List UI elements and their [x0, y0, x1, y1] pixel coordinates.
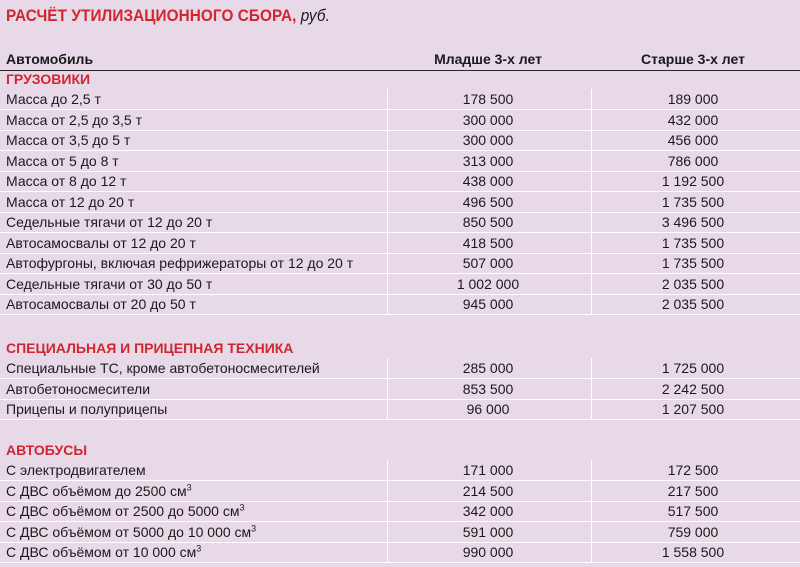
- row-unit-superscript: 3: [196, 543, 202, 554]
- section-title: СПЕЦИАЛЬНАЯ И ПРИЦЕПНАЯ ТЕХНИКА: [6, 340, 294, 356]
- table-row: [0, 399, 800, 420]
- row-old-value: 517 500: [667, 503, 719, 519]
- row-young-value: 313 000: [462, 152, 514, 169]
- row-vehicle: Автосамосвалы от 20 до 50 т: [6, 296, 196, 312]
- row-young-value: 418 500: [462, 234, 514, 251]
- table-row: [0, 379, 800, 400]
- row-old-value: 432 000: [667, 111, 719, 128]
- row-young-value: 300 000: [462, 111, 514, 128]
- row-old-value: 3 496 500: [661, 214, 725, 230]
- row-young-value: 300 000: [462, 132, 514, 148]
- row-old-value: 2 035 500: [661, 296, 725, 312]
- row-vehicle: С ДВС объёмом от 5000 до 10 000 $см^3$: [6, 522, 257, 540]
- table-row: [0, 542, 800, 563]
- column-divider: [387, 358, 388, 420]
- row-vehicle: Автобетоносмесители: [6, 380, 151, 397]
- header-young: Младше 3-х лет: [434, 51, 542, 67]
- table-row: [0, 274, 800, 295]
- row-vehicle: Масса от 12 до 20 т: [6, 193, 135, 210]
- table-row: [0, 253, 800, 274]
- row-vehicle: Масса от 8 до 12 т: [6, 173, 127, 189]
- row-young-value: 496 500: [462, 193, 514, 210]
- row-young-value: 178 500: [462, 91, 514, 107]
- row-unit-superscript: 3: [251, 522, 257, 533]
- title-unit: руб.: [300, 6, 330, 25]
- row-young-value: 285 000: [462, 360, 514, 376]
- row-old-value: 1 735 500: [661, 234, 725, 251]
- row-vehicle: С ДВС объёмом до 2500 $см^3$: [6, 481, 192, 499]
- page-title: [6, 6, 330, 26]
- table-row: [0, 294, 800, 315]
- row-young-value: 171 000: [462, 462, 514, 478]
- row-young-value: 990 000: [462, 544, 514, 560]
- row-young-value: 507 000: [462, 255, 514, 271]
- row-vehicle: Масса от 2,5 до 3,5 т: [6, 111, 143, 128]
- table-row: [0, 358, 800, 379]
- table-row: [0, 481, 800, 502]
- row-young-value: 591 000: [462, 523, 514, 540]
- table-row: [0, 460, 800, 481]
- row-old-value: 1 207 500: [661, 401, 725, 417]
- row-young-value: 438 000: [462, 173, 514, 189]
- row-old-value: 2 035 500: [661, 275, 725, 292]
- table-row: [0, 192, 800, 213]
- row-young-value: 214 500: [462, 482, 514, 499]
- table-row: [0, 89, 800, 110]
- section-title: АВТОБУСЫ: [6, 442, 88, 458]
- row-young-value: 850 500: [462, 214, 514, 230]
- header-vehicle: Автомобиль: [6, 51, 94, 67]
- row-young-value: 1 002 000: [456, 275, 520, 292]
- title-main: РАСЧЁТ УТИЛИЗАЦИОННОГО СБОРА,: [6, 6, 297, 25]
- column-divider: [591, 460, 592, 563]
- row-old-value: 1 558 500: [661, 544, 725, 560]
- column-divider: [591, 358, 592, 420]
- table-row: [0, 212, 800, 233]
- table-row: [0, 110, 800, 131]
- row-young-value: 945 000: [462, 296, 514, 312]
- table-row: [0, 130, 800, 151]
- row-vehicle: С электродвигателем: [6, 462, 146, 478]
- row-old-value: 217 500: [667, 482, 719, 499]
- column-divider: [591, 89, 592, 315]
- row-vehicle: Седельные тягачи от 12 до 20 т: [6, 214, 213, 230]
- table-row: [0, 522, 800, 543]
- row-old-value: 2 242 500: [661, 380, 725, 397]
- section-title: ГРУЗОВИКИ: [6, 71, 91, 87]
- row-vehicle: Автосамосвалы от 12 до 20 т: [6, 234, 196, 251]
- row-vehicle: Автофургоны, включая рефрижераторы от 12 до 20 т: [6, 255, 354, 271]
- row-old-value: 1 735 500: [661, 193, 725, 210]
- row-old-value: 189 000: [667, 91, 719, 107]
- row-old-value: 172 500: [667, 462, 719, 478]
- row-vehicle: С ДВС объёмом от 2500 до 5000 $см^3$: [6, 502, 245, 519]
- row-young-value: 342 000: [462, 503, 514, 519]
- row-old-value: 1 735 500: [661, 255, 725, 271]
- row-vehicle: Масса до 2,5 т: [6, 91, 101, 107]
- row-old-value: 1 725 000: [661, 360, 725, 376]
- row-unit-superscript: 3: [239, 502, 245, 513]
- row-vehicle: Специальные ТС, кроме автобетоносмесителей: [6, 360, 320, 376]
- table-row: [0, 233, 800, 254]
- column-divider: [387, 460, 388, 563]
- row-unit-superscript: 3: [186, 481, 192, 492]
- row-vehicle: С ДВС объёмом от 10 000 $см^3$: [6, 543, 202, 560]
- row-young-value: 96 000: [466, 401, 510, 417]
- row-young-value: 853 500: [462, 380, 514, 397]
- table-row: [0, 171, 800, 192]
- table-header: [0, 48, 800, 71]
- row-vehicle: Масса от 3,5 до 5 т: [6, 132, 131, 148]
- row-vehicle: Прицепы и полуприцепы: [6, 401, 168, 417]
- row-old-value: 456 000: [667, 132, 719, 148]
- header-old: Старше 3-х лет: [641, 51, 745, 67]
- row-old-value: 759 000: [667, 523, 719, 540]
- row-vehicle: Седельные тягачи от 30 до 50 т: [6, 275, 213, 292]
- table-row: [0, 501, 800, 522]
- row-old-value: 1 192 500: [661, 173, 725, 189]
- table-row: [0, 151, 800, 172]
- row-old-value: 786 000: [667, 152, 719, 169]
- row-vehicle: Масса от 5 до 8 т: [6, 152, 119, 169]
- column-divider: [387, 89, 388, 315]
